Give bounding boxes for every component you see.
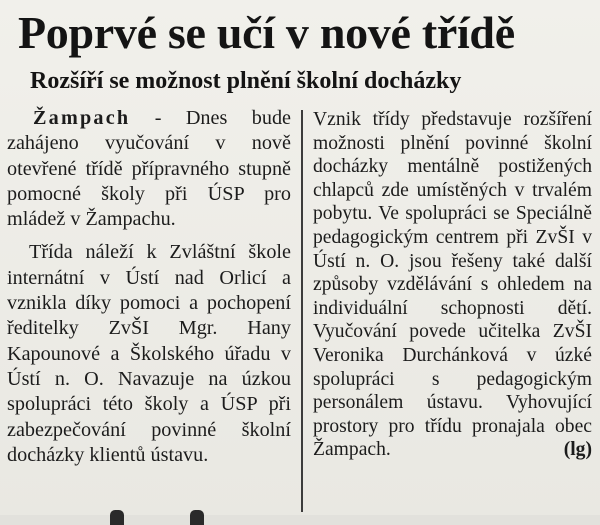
clipped-letter-fragment <box>190 510 204 525</box>
lead-paragraph <box>7 106 291 232</box>
article-headline: Poprvé se učí v nové třídě <box>18 7 515 58</box>
clipping-cut-edge <box>0 515 600 525</box>
body-paragraph-2: Třída náleží k Zvláštní škole internátní v Ústí nad Orlicí a vznikla díky pomoci a pochopení ředitelky ZvŠI Mgr. Hany Kapounové a Školského úřadu v Ústí n. O. Navazuje na úzkou spolupráci této školy a ÚSP při zabezpečování povinné školní docházky klientů ústavu. <box>7 241 291 466</box>
author-signature: (lg) <box>563 439 592 461</box>
body-paragraph-3 <box>313 108 592 462</box>
clipped-letter-fragment <box>110 510 124 525</box>
lead-text: - Dnes bude zahájeno vyučování v nově otevřené třídě přípravného stupně pomocné školy při ÚSP pro mládež v Žampachu. <box>7 107 291 231</box>
column-divider <box>301 110 303 512</box>
article-column-left <box>7 106 291 468</box>
dateline: Žampach <box>33 107 131 129</box>
article-column-right <box>313 108 592 462</box>
article-subheadline: Rozšíří se možnost plnění školní docházky <box>30 68 462 94</box>
body-paragraph-3-text: Vznik třídy představuje rozšíření možnosti plnění povinné školní docházky mentálně postižených chlapců zde umístěných v trvalém pobytu. Ve spolupráci se Speciálně pedagogickým centrem při ZvŠI v Ústí n. O. jsou řešeny také další způsoby vzdělávání s ohledem na individuální schopnosti dětí. Vyučování povede učitelka ZvŠI Veronika Durchánková v úzké spolupráci s pedagogickým personálem ústavu. Vyhovující prostory pro třídu pronajala obec Žampach. <box>313 109 592 461</box>
